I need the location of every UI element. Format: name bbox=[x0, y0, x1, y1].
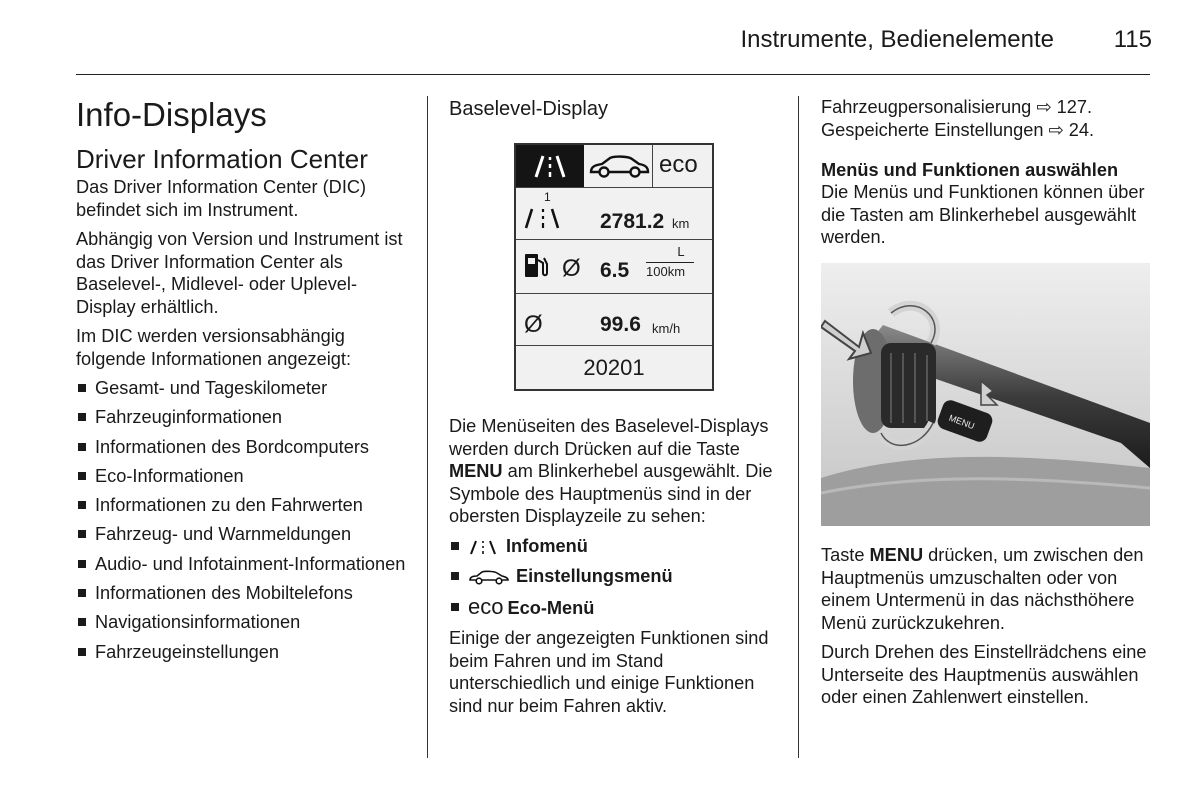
list-item: Informationen zu den Fahrwerten bbox=[76, 494, 410, 517]
list-item: Fahrzeug- und Warnmeldungen bbox=[76, 523, 410, 546]
list-item bbox=[449, 535, 781, 558]
display-tab-info bbox=[516, 145, 584, 187]
road-icon bbox=[516, 145, 584, 187]
paragraph: Das Driver Information Center (DIC) befindet sich im Instrument. bbox=[76, 177, 367, 220]
average-speed-value: 99.6 bbox=[600, 313, 641, 336]
turn-signal-lever-figure bbox=[821, 263, 1150, 526]
header-rule bbox=[76, 74, 1150, 75]
fuel-consumption-value: 6.5 bbox=[600, 259, 630, 282]
paragraph: Einige der angezeigten Funktionen sind beim Fahren und im Stand unterschiedlich und einige Funktionen sind nur beim Fahren aktiv. bbox=[449, 628, 769, 716]
trip-number: 1 bbox=[544, 190, 551, 204]
display-tab-row bbox=[516, 145, 712, 188]
car-icon bbox=[468, 569, 510, 585]
eco-tab-label: eco bbox=[659, 151, 698, 178]
fraction-bar bbox=[646, 262, 694, 263]
paragraph: Durch Drehen des Einstellrädchens eine Unterseite des Hauptmenüs auswählen oder einen Zahlenwert einstellen. bbox=[821, 642, 1147, 707]
odometer-unit: km bbox=[672, 216, 690, 231]
list-item: Informationen des Mobiltelefons bbox=[76, 582, 410, 605]
tab-separator bbox=[652, 145, 653, 187]
odometer-value: 2781.2 bbox=[600, 210, 665, 233]
list-item: Eco-Informationen bbox=[76, 465, 410, 488]
column-3-text bbox=[821, 544, 1151, 716]
fuel-pump-icon bbox=[522, 251, 552, 281]
eco-menu-label: Eco-Menü bbox=[507, 597, 595, 618]
subsection-heading: Baselevel-Display bbox=[449, 98, 608, 120]
column-1 bbox=[76, 96, 410, 670]
baselevel-display-figure bbox=[514, 143, 714, 391]
list-item: Fahrzeugeinstellungen bbox=[76, 641, 410, 664]
list-item: Audio- und Infotainment-Informationen bbox=[76, 553, 410, 576]
text-run: drücken, um zwischen den Hauptmenüs umzuschalten oder von einem Untermenü in das nächsthöhere Menü zurückzukehren. bbox=[821, 545, 1144, 633]
car-icon bbox=[588, 151, 650, 181]
text-run: Die Menüseiten des Baselevel-Displays werden durch Drücken auf die Taste bbox=[449, 416, 769, 459]
paragraph: Abhängig von Version und Instrument ist das Driver Information Center als Baselevel-, Midlevel- oder Uplevel-Display erhältlich. bbox=[76, 229, 403, 317]
list-item: Informationen des Bordcomputers bbox=[76, 436, 410, 459]
column-2 bbox=[449, 96, 779, 134]
paragraph bbox=[821, 544, 1151, 634]
settings-menu-label: Einstellungsmenü bbox=[516, 566, 673, 586]
list-item: Gesamt- und Tageskilometer bbox=[76, 377, 410, 400]
text-run: am Blinkerhebel ausgewählt. Die Symbole des Hauptmenüs sind in der obersten Displayzeile zu sehen: bbox=[449, 461, 773, 526]
menu-symbol-list bbox=[449, 535, 781, 620]
column-3 bbox=[821, 96, 1151, 256]
paragraph: Die Menüs und Funktionen können über die Tasten am Blinkerhebel ausgewählt werden. bbox=[821, 182, 1145, 247]
list-item bbox=[449, 565, 781, 588]
speed-unit: km/h bbox=[652, 321, 681, 336]
lever-illustration bbox=[821, 263, 1150, 526]
road-icon bbox=[468, 539, 500, 555]
section-heading: Info-Displays bbox=[76, 96, 267, 133]
text-run: Taste bbox=[821, 545, 870, 565]
column-divider-2 bbox=[798, 96, 799, 758]
display-row-odometer bbox=[516, 187, 712, 240]
menu-key-label: MENU bbox=[449, 461, 503, 481]
list-item: Fahrzeuginformationen bbox=[76, 406, 410, 429]
average-symbol: Ø bbox=[524, 311, 543, 338]
list-item: Navigationsinformationen bbox=[76, 611, 410, 634]
average-symbol: Ø bbox=[562, 255, 581, 282]
subsection-heading: Driver Information Center bbox=[76, 144, 368, 174]
fuel-unit-denominator: 100km bbox=[646, 264, 686, 279]
paragraph: Im DIC werden versionsabhängig folgende Informationen angezeigt: bbox=[76, 326, 352, 369]
list-item bbox=[449, 593, 781, 620]
column-divider-1 bbox=[427, 96, 428, 758]
display-row-fuel bbox=[516, 239, 712, 294]
menu-button-label: MENU bbox=[947, 412, 976, 432]
paragraph bbox=[449, 415, 781, 528]
page-number: 115 bbox=[1113, 26, 1152, 53]
info-menu-label: Infomenü bbox=[506, 535, 588, 556]
display-row-speed bbox=[516, 293, 712, 346]
fuel-unit-numerator: L bbox=[677, 244, 685, 259]
cross-reference: Gespeicherte Einstellungen ⇨ 24. bbox=[821, 119, 1095, 140]
road-icon bbox=[522, 205, 576, 231]
column-2-text bbox=[449, 415, 781, 724]
subsection-heading: Menüs und Funktionen auswählen bbox=[821, 160, 1119, 180]
cross-reference: Fahrzeugpersonalisierung ⇨ 127. bbox=[821, 97, 1093, 117]
info-list bbox=[76, 377, 410, 663]
total-odometer: 20201 bbox=[583, 355, 645, 380]
menu-key-label: MENU bbox=[869, 545, 924, 565]
running-header-title: Instrumente, Bedienelemente bbox=[740, 26, 1054, 53]
eco-glyph: eco bbox=[468, 593, 504, 619]
